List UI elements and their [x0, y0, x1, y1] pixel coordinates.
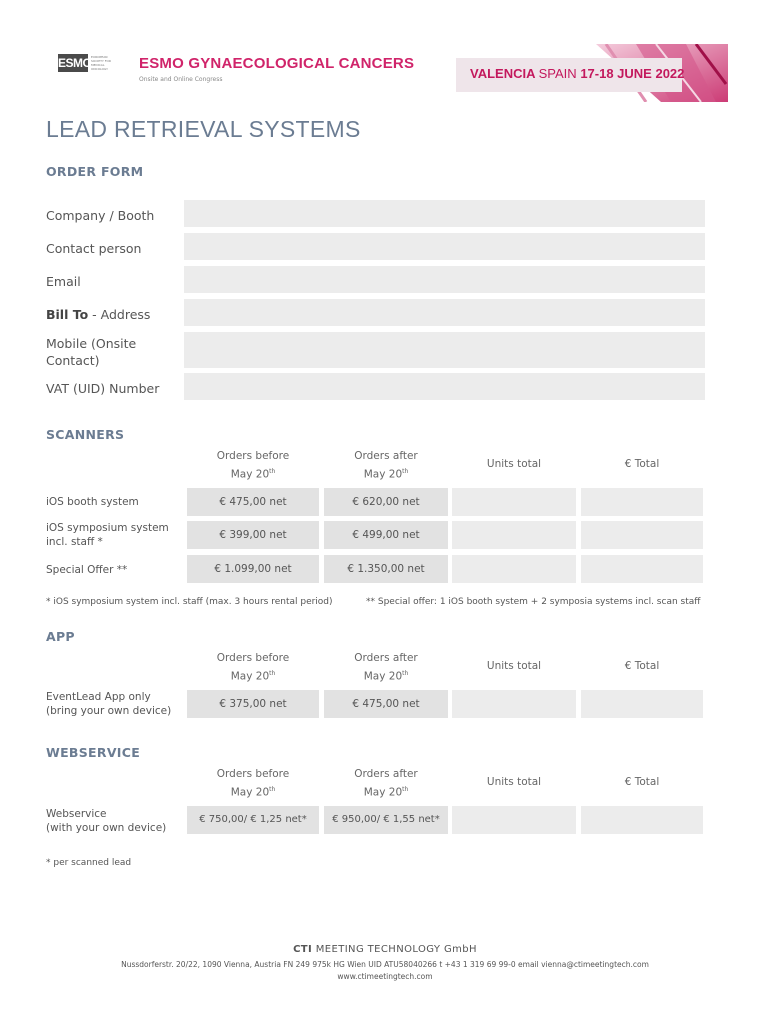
esmo-tagline: EUROPEAN SOCIETY FOR MEDICAL ONCOLOGY — [91, 55, 111, 71]
email-field[interactable] — [184, 266, 705, 293]
ios-symposium-price-before: € 399,00 net — [187, 521, 319, 549]
special-offer-price-before: € 1.099,00 net — [187, 555, 319, 583]
special-offer-units-field[interactable] — [452, 555, 576, 583]
ios-symposium-label: iOS symposium system incl. staff * — [46, 522, 169, 548]
scanners-heading: SCANNERS — [46, 427, 125, 442]
special-offer-total-field[interactable] — [581, 555, 703, 583]
banner-text — [470, 66, 684, 81]
app-col-after: Orders after May 20th — [354, 652, 418, 683]
ios-symposium-units-field[interactable] — [452, 521, 576, 549]
app-col-units: Units total — [486, 660, 542, 672]
webservice-col-total: € Total — [624, 776, 660, 788]
banner-country: SPAIN — [538, 66, 577, 81]
scanners-col-units: Units total — [486, 458, 542, 470]
email-label: Email — [46, 274, 81, 289]
order-form-heading: ORDER FORM — [46, 164, 144, 179]
bill-to-address-label — [46, 306, 150, 323]
company-booth-field[interactable] — [184, 200, 705, 227]
ios-booth-price-before: € 475,00 net — [187, 488, 319, 516]
scanners-note-symposium: * iOS symposium system incl. staff (max. 3 hours rental period) — [46, 597, 333, 607]
webservice-units-field[interactable] — [452, 806, 576, 834]
app-col-before: Orders before May 20th — [216, 652, 290, 683]
page-title: LEAD RETRIEVAL SYSTEMS — [46, 116, 361, 142]
ios-booth-total-field[interactable] — [581, 488, 703, 516]
ios-symposium-price-after: € 499,00 net — [324, 521, 448, 549]
scanners-col-total: € Total — [624, 458, 660, 470]
ios-booth-label: iOS booth system — [46, 496, 139, 508]
ios-symposium-total-field[interactable] — [581, 521, 703, 549]
vat-number-label: VAT (UID) Number — [46, 381, 160, 396]
eventlead-price-before: € 375,00 net — [187, 690, 319, 718]
event-banner — [456, 44, 728, 102]
vat-number-field[interactable] — [184, 373, 705, 400]
contact-person-label: Contact person — [46, 241, 142, 256]
banner-city: VALENCIA — [470, 66, 535, 81]
webservice-note: * per scanned lead — [46, 858, 132, 868]
webservice-col-before: Orders before May 20th — [216, 768, 290, 799]
ios-booth-units-field[interactable] — [452, 488, 576, 516]
footer-address: Nussdorferstr. 20/22, 1090 Vienna, Austria FN 249 975k HG Wien UID ATU58040266 t +43 1 319 69 99-0 email vienna@ctimeetingtech.com — [121, 960, 649, 969]
webservice-heading: WEBSERVICE — [46, 745, 141, 760]
col-before-date: May 20th — [230, 468, 276, 481]
col-after-date: May 20th — [363, 468, 409, 481]
scanners-col-before — [187, 448, 319, 483]
webservice-col-units: Units total — [486, 776, 542, 788]
address-label: - Address — [88, 307, 151, 322]
app-heading: APP — [46, 629, 75, 644]
webservice-label: Webservice (with your own device) — [46, 808, 167, 834]
banner-dates: 17-18 JUNE 2022 — [580, 66, 685, 81]
bill-to-address-field[interactable] — [184, 299, 705, 326]
footer-website[interactable]: www.ctimeetingtech.com — [337, 972, 433, 981]
company-booth-label: Company / Booth — [46, 208, 155, 223]
special-offer-label: Special Offer ** — [46, 564, 128, 576]
webservice-col-after: Orders after May 20th — [354, 768, 418, 799]
webservice-total-field[interactable] — [581, 806, 703, 834]
special-offer-price-after: € 1.350,00 net — [324, 555, 448, 583]
eventlead-app-label: EventLead App only (bring your own device) — [46, 691, 172, 717]
mobile-field[interactable] — [184, 332, 705, 368]
bill-to-bold: Bill To — [46, 307, 89, 322]
col-after-label: Orders after — [354, 450, 418, 462]
webservice-price-after: € 950,00/ € 1,55 net* — [324, 806, 448, 834]
conference-subtitle: Onsite and Online Congress — [139, 76, 223, 83]
conference-title: ESMO GYNAECOLOGICAL CANCERS — [139, 55, 415, 72]
app-col-total: € Total — [624, 660, 660, 672]
mobile-label: Mobile (Onsite Contact) — [46, 336, 137, 368]
scanners-col-after — [324, 448, 448, 483]
eventlead-price-after: € 475,00 net — [324, 690, 448, 718]
contact-person-field[interactable] — [184, 233, 705, 260]
esmo-logo: ESMO — [58, 56, 92, 70]
page-header — [0, 0, 770, 110]
scanners-note-special-offer: ** Special offer: 1 iOS booth system + 2 symposia systems incl. scan staff — [366, 597, 701, 607]
footer-company: CTI MEETING TECHNOLOGY GmbH — [293, 944, 477, 955]
eventlead-total-field[interactable] — [581, 690, 703, 718]
eventlead-units-field[interactable] — [452, 690, 576, 718]
ios-booth-price-after: € 620,00 net — [324, 488, 448, 516]
webservice-price-before: € 750,00/ € 1,25 net* — [187, 806, 319, 834]
col-before-label: Orders before — [216, 450, 290, 462]
